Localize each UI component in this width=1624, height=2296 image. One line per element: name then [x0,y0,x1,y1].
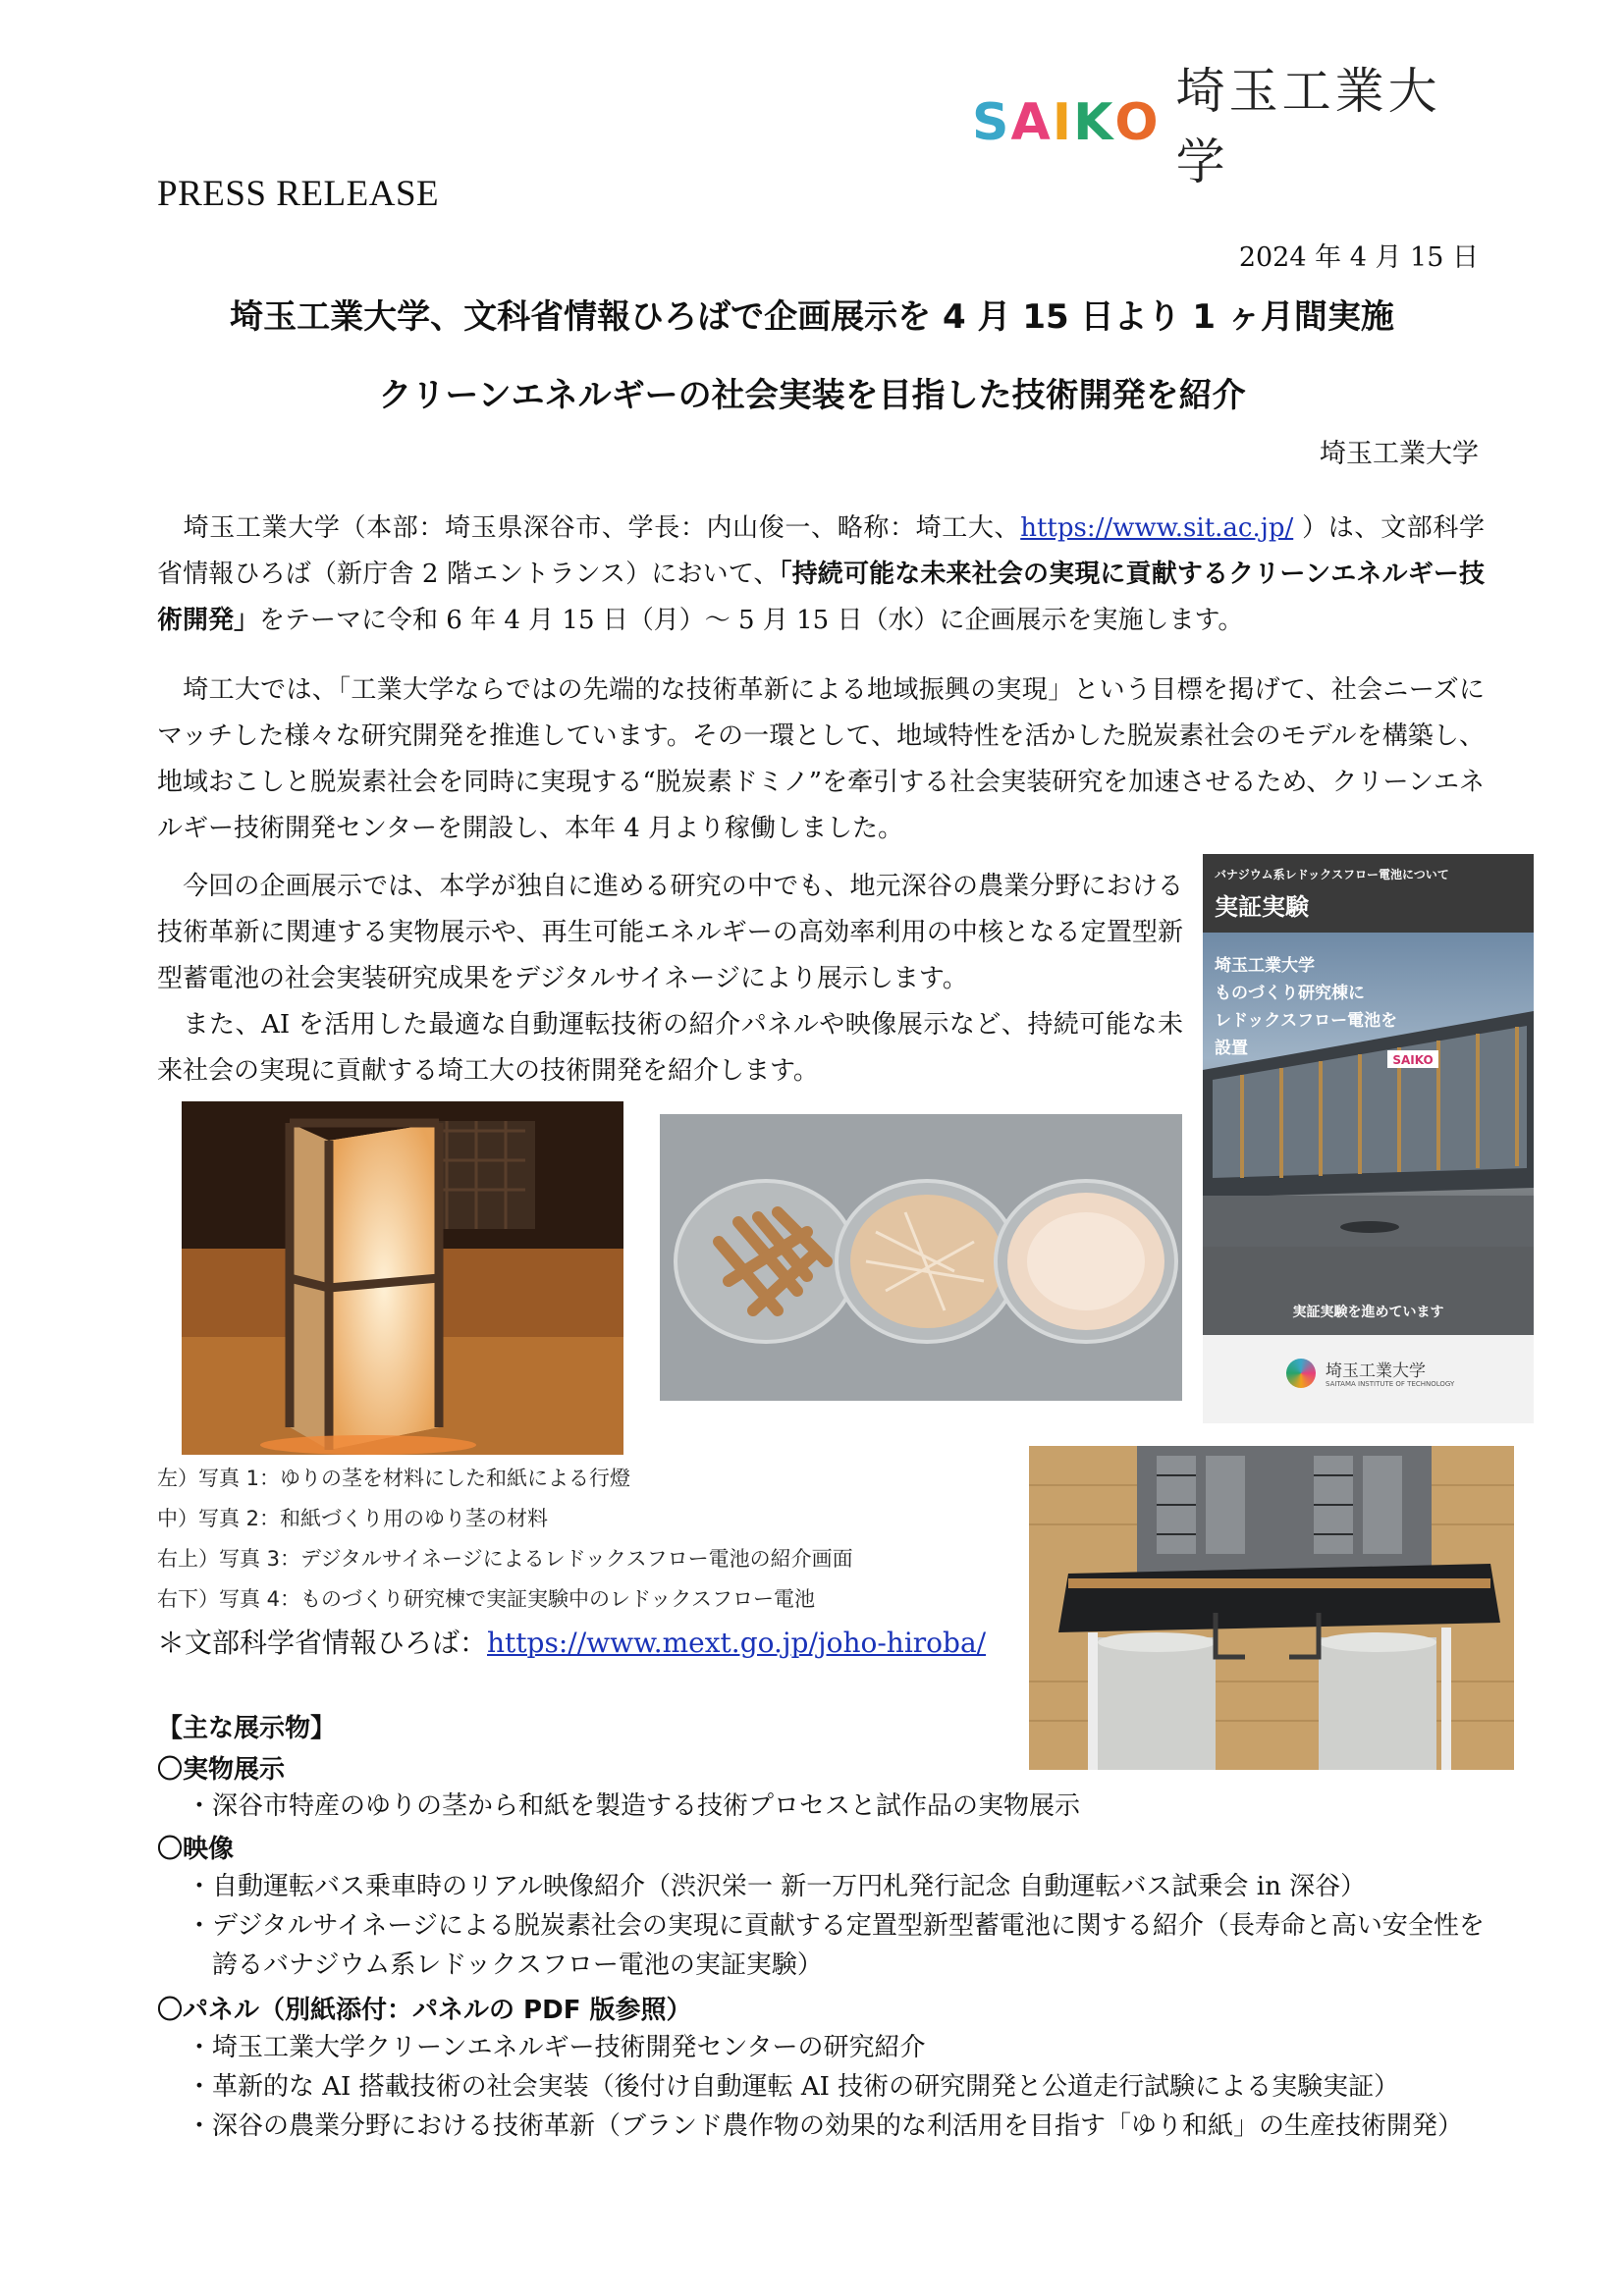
exhibition-text-b: また、AI を活用した最適な自動運転技術の紹介パネルや映像展示など、持続可能な未来社会の実現に貢献する埼工大の技術開発を紹介します。 [157,1010,1183,1086]
exhibits-heading: 【主な展示物】 [157,1714,337,1743]
photo-digital-signage [1203,854,1534,1423]
logo-letter: I [1052,93,1074,152]
mext-label: ＊文部科学省情報ひろば： [157,1627,488,1659]
list-item: ・デジタルサイネージによる脱炭素社会の実現に貢献する定置型新型蓄電池に関する紹介（長寿命と高い安全性を誇るバナジウム系レドックスフロー電池の実証実験） [187,1911,1485,1980]
logo-letter: S [972,93,1011,152]
paragraph-exhibition [157,864,1183,1095]
logo-letter: O [1114,93,1161,152]
signage-body-line: ものづくり研究棟に [1215,984,1365,1003]
signage-header: バナジウム系レドックスフロー電池について [1215,868,1449,881]
signage-body-line: 設置 [1215,1039,1248,1058]
logo-letter: A [1010,93,1053,152]
intro-theme: 「持続可能な未来社会の実現に貢献するクリーンエネルギー技術開発」 [157,560,1485,635]
paragraph-center [157,667,1485,852]
logo-university-name: 埼玉工業大学 [1175,63,1441,190]
intro-lead: 埼玉工業大学（本部：埼玉県深谷市、学長：内山俊一、略称：埼工大、 [183,513,1021,543]
university-logo [972,63,1492,190]
photo-redox-flow-battery [1029,1446,1514,1770]
mext-reference [157,1622,986,1661]
exhibition-text-a: 今回の企画展示では、本学が独自に進める研究の中でも、地元深谷の農業分野における技術革新に関連する実物展示や、再生可能エネルギーの高効率利用の中核となる定置型新型蓄電池の社会実装研究成果をデジタルサイネージにより展示します。 [157,872,1183,993]
intro-tail: をテーマに令和 6 年 4 月 15 日（月）～ 5 月 15 日（水）に企画展示を実施します。 [259,606,1244,635]
signage-body-line: レドックスフロー電池を [1215,1011,1398,1031]
section-title-panel: 〇パネル（別紙添付：パネルの PDF 版参照） [157,1996,692,2025]
intro-middle: ）は、文部科学省情報ひろば（新庁舎 2 階エントランス）において、 [157,513,1485,589]
signage-body [1215,952,1397,1062]
list-item: ・埼玉工業大学クリーンエネルギー技術開発センターの研究紹介 [187,2033,926,2062]
list-item: ・深谷市特産のゆりの茎から和紙を製造する技術プロセスと試作品の実物展示 [187,1791,1081,1821]
section-title-physical: 〇実物展示 [157,1755,286,1785]
signage-footer-en: SAITAMA INSTITUTE OF TECHNOLOGY [1326,1380,1455,1388]
main-title: 埼玉工業大学、文科省情報ひろばで企画展示を 4 月 15 日より 1 ヶ月間実施 [230,297,1394,337]
release-date: 2024 年 4 月 15 日 [1238,242,1479,273]
sub-title: クリーンエネルギーの社会実装を目指した技術開発を紹介 [378,376,1246,415]
signage-footer-name: 埼玉工業大学 [1326,1362,1426,1381]
press-release-label: PRESS RELEASE [157,174,440,214]
section-title-video: 〇映像 [157,1835,235,1864]
caption-photo-3: 右上）写真 3：デジタルサイネージによるレドックスフロー電池の紹介画面 [157,1547,853,1571]
logo-letter: K [1073,93,1115,152]
center-text: 埼工大では、「工業大学ならではの先端的な技術革新による地域振興の実現」という目標を掲げて、社会ニーズにマッチした様々な研究開発を推進しています。その一環として、地域特性を活かした脱炭素社会のモデルを構築し、地域おこしと脱炭素社会を同時に実現する“脱炭素ドミノ”を牽引する社会実装研究を加速させるため、クリーンエネルギー技術開発センターを開設し、本年 4 月より稼働しました。 [157,675,1485,843]
caption-photo-2: 中）写真 2：和紙づくり用のゆり茎の材料 [157,1507,549,1530]
photo-lily-stem-materials [660,1114,1182,1401]
organization-name: 埼玉工業大学 [1320,439,1479,469]
signage-footer-logo-icon [1286,1359,1316,1388]
mext-url-link[interactable]: https://www.mext.go.jp/joho-hiroba/ [487,1627,987,1659]
saiko-wordmark [972,93,1161,152]
list-item: ・深谷の農業分野における技術革新（ブランド農作物の効果的な利活用を目指す「ゆり和紙」の生産技術開発） [187,2111,1464,2141]
signage-title: 実証実験 [1215,893,1309,921]
caption-photo-4: 右下）写真 4：ものづくり研究棟で実証実験中のレドックスフロー電池 [157,1587,815,1611]
list-item: ・革新的な AI 搭載技術の社会実装（後付け自動運転 AI 技術の研究開発と公道走行試験による実験実証） [187,2072,1400,2102]
list-item: ・自動運転バス乗車時のリアル映像紹介（渋沢栄一 新一万円札発行記念 自動運転バス試乗会 in 深谷） [187,1872,1367,1901]
signage-building-sign: SAIKO [1392,1053,1434,1067]
paragraph-intro [157,506,1485,644]
signage-bottom-text: 実証実験を進めています [1292,1305,1444,1320]
photo-lantern [182,1101,623,1455]
signage-body-line: 埼玉工業大学 [1215,956,1315,976]
caption-photo-1: 左）写真 1：ゆりの茎を材料にした和紙による行燈 [157,1467,631,1490]
sit-url-link[interactable]: https://www.sit.ac.jp/ [1020,513,1294,543]
